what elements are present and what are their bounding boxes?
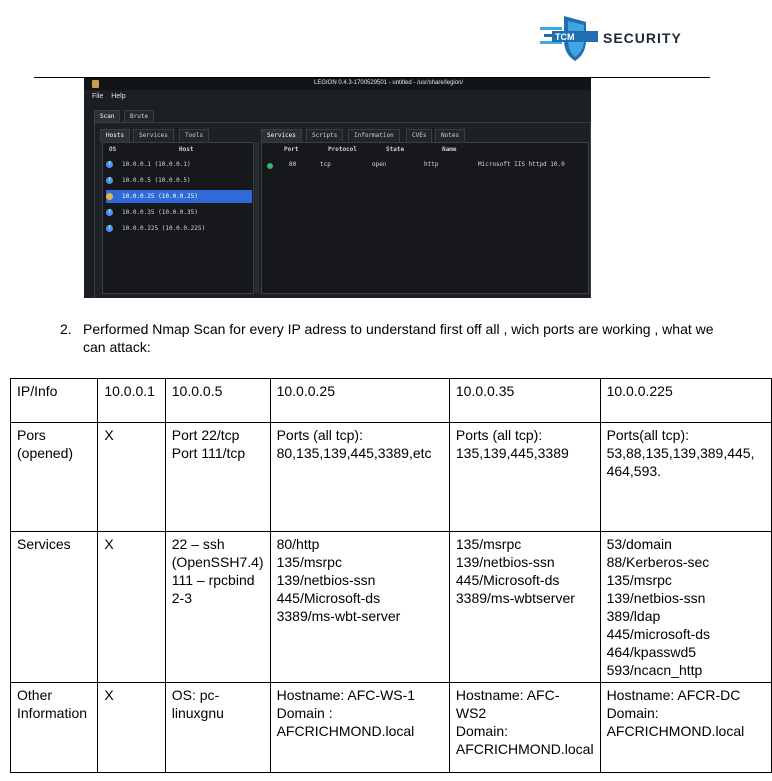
table-row <box>11 532 772 683</box>
tab-cves[interactable]: CVEs <box>406 129 432 142</box>
table-cell: IP/Info <box>11 379 98 423</box>
tab-scan[interactable]: Scan <box>94 110 120 123</box>
tab-information[interactable]: Information <box>348 129 400 142</box>
col-os[interactable]: OS <box>109 146 117 153</box>
window-title: LEGION 0.4.3-1700529501 - untitled - /usr/share/legion/ <box>314 80 464 86</box>
service-port[interactable]: 80 <box>289 161 297 168</box>
table-cell: OS: pc- linuxgnu <box>165 683 270 773</box>
port-open-icon <box>267 163 273 169</box>
host-row-selected[interactable]: 10.0.0.25 (10.0.0.25) <box>106 190 252 203</box>
table-cell: 10.0.0.5 <box>165 379 270 423</box>
tab-scripts[interactable]: Scripts <box>306 129 343 142</box>
table-cell: Other Information <box>11 683 98 773</box>
table-cell: 10.0.0.25 <box>270 379 449 423</box>
host-row[interactable]: 10.0.0.225 (10.0.0.225) <box>122 225 206 232</box>
host-row[interactable]: 10.0.0.35 (10.0.0.35) <box>122 209 198 216</box>
logo-badge: TCM <box>555 32 575 42</box>
host-row[interactable]: 10.0.0.5 (10.0.0.5) <box>122 177 191 184</box>
table-cell: Hostname: AFC- WS2 Domain: AFCRICHMOND.local <box>449 683 600 773</box>
list-number: 2. <box>60 321 72 337</box>
table-cell: 22 – ssh (OpenSSH7.4) 111 – rpcbind 2-3 <box>165 532 270 683</box>
help-icon: ? <box>107 209 111 215</box>
table-cell: 53/domain 88/Kerberos-sec 135/msrpc 139/netbios-ssn 389/ldap 445/microsoft-ds 464/kpasswd5 593/ncacn_http <box>600 532 771 683</box>
table-cell: X <box>98 683 165 773</box>
help-icon: ? <box>107 225 111 231</box>
table-row <box>11 683 772 773</box>
paragraph-text: Performed Nmap Scan for every IP adress to understand first off all , wich ports are working , what we can attack: <box>83 321 714 355</box>
windows-icon <box>106 193 113 200</box>
tab-notes[interactable]: Notes <box>435 129 465 142</box>
service-protocol: tcp <box>320 161 331 168</box>
table-cell: 10.0.0.35 <box>449 379 600 423</box>
table-row <box>11 423 772 532</box>
table-cell: X <box>98 532 165 683</box>
col-host[interactable]: Host <box>179 146 194 153</box>
tab-hosts[interactable]: Hosts <box>100 129 130 142</box>
host-row[interactable]: 10.0.0.1 (10.0.0.1) <box>122 161 191 168</box>
table-cell: Ports (all tcp): 80,135,139,445,3389,etc <box>270 423 449 532</box>
legion-app-icon <box>92 80 99 88</box>
table-cell: Services <box>11 532 98 683</box>
menu-file[interactable]: File <box>92 93 104 100</box>
col-state[interactable]: State <box>386 146 405 153</box>
table-cell: Hostname: AFCR-DC Domain: AFCRICHMOND.local <box>600 683 771 773</box>
table-cell: Ports (all tcp): 135,139,445,3389 <box>449 423 600 532</box>
table-cell: 10.0.0.1 <box>98 379 165 423</box>
splitter-handle[interactable] <box>255 142 259 292</box>
service-state: open <box>372 161 387 168</box>
table-cell: Pors (opened) <box>11 423 98 532</box>
col-port[interactable]: Port <box>284 146 299 153</box>
logo-text: SECURITY <box>603 30 682 46</box>
table-cell: Ports(all tcp): 53,88,135,139,389,445, 464,593. <box>600 423 771 532</box>
menu-bar <box>92 93 132 100</box>
table-cell: 135/msrpc 139/netbios-ssn 445/Microsoft-ds 3389/ms-wbtserver <box>449 532 600 683</box>
tab-brute[interactable]: Brute <box>124 110 154 123</box>
col-name[interactable]: Name <box>442 146 457 153</box>
table-cell: Hostname: AFC-WS-1 Domain : AFCRICHMOND.local <box>270 683 449 773</box>
col-protocol[interactable]: Protocol <box>328 146 357 153</box>
service-version: Microsoft IIS httpd 10.0 <box>478 161 565 168</box>
scan-results-table <box>10 378 772 773</box>
menu-help[interactable]: Help <box>111 93 126 100</box>
table-cell: Port 22/tcp Port 111/tcp <box>165 423 270 532</box>
table-cell: 80/http 135/msrpc 139/netbios-ssn 445/Microsoft-ds 3389/ms-wbt-server <box>270 532 449 683</box>
legion-window <box>84 78 591 298</box>
help-icon: ? <box>107 177 111 183</box>
tab-services-right[interactable]: Services <box>261 129 302 142</box>
help-icon: ? <box>107 161 111 167</box>
tab-tools[interactable]: Tools <box>179 129 209 142</box>
service-name: http <box>424 161 439 168</box>
table-cell: 10.0.0.225 <box>600 379 771 423</box>
window-titlebar <box>84 78 591 90</box>
table-cell: X <box>98 423 165 532</box>
tab-services[interactable]: Services <box>133 129 174 142</box>
table-header-row <box>11 379 772 423</box>
